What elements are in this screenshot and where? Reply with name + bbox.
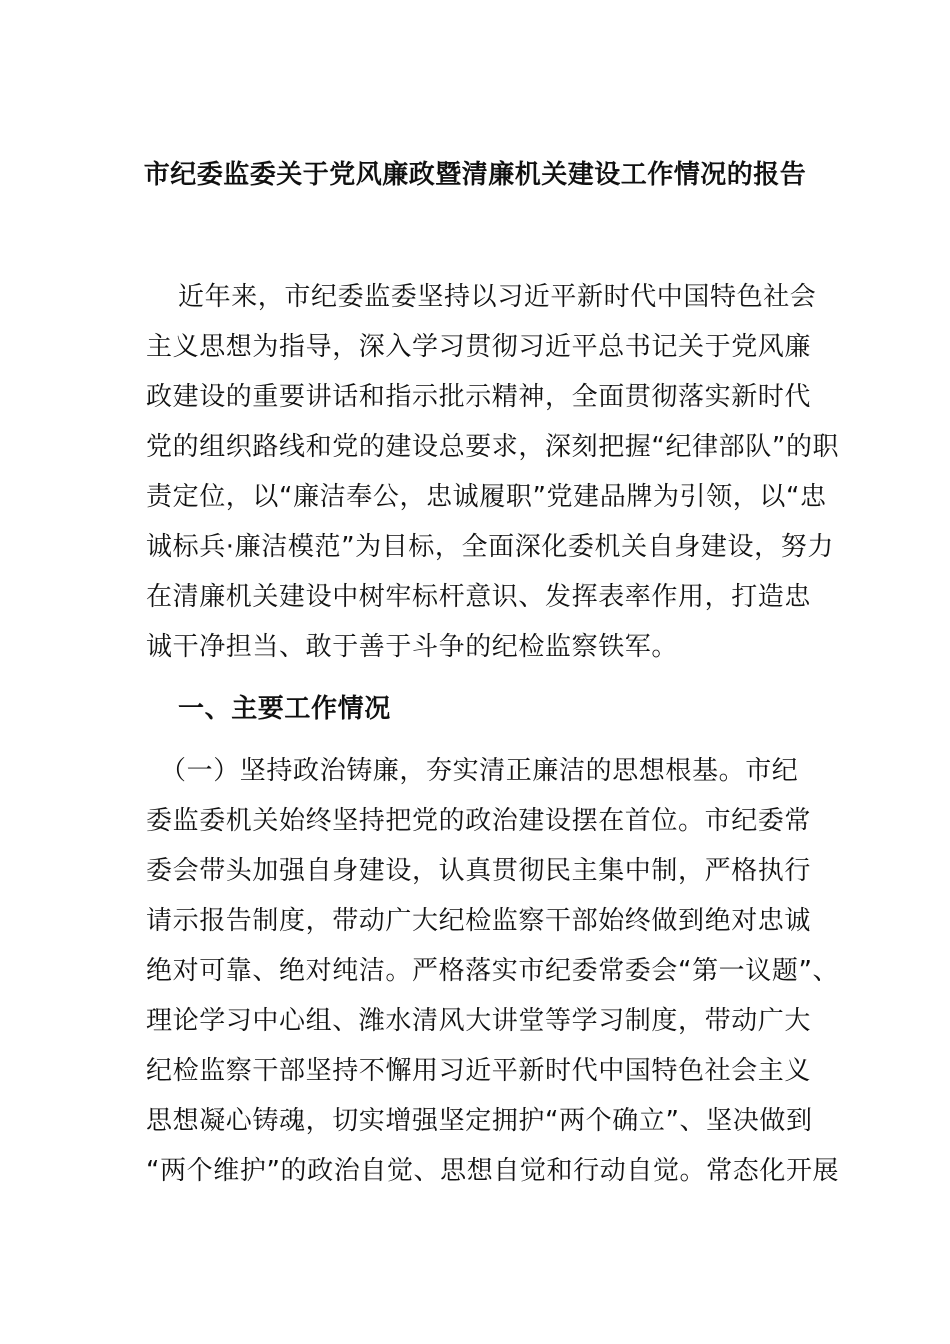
text-line: 委会带头加强自身建设，认真贯彻民主集中制，严格执行 [146, 856, 812, 886]
section-heading: 一、主要工作情况 [178, 694, 391, 724]
text-line: 近年来，市纪委监委坚持以习近平新时代中国特色社会 [178, 282, 817, 312]
text-line: 政建设的重要讲话和指示批示精神，全面贯彻落实新时代 [146, 382, 812, 412]
text-line: 诚标兵·廉洁模范”为目标，全面深化委机关自身建设，努力 [146, 532, 834, 562]
text-line: 纪检监察干部坚持不懈用习近平新时代中国特色社会主义 [146, 1056, 812, 1086]
text-line: 绝对可靠、绝对纯洁。严格落实市纪委常委会“第一议题”、 [146, 956, 840, 986]
text-line: 主义思想为指导，深入学习贯彻习近平总书记关于党风廉 [146, 332, 812, 362]
text-line: 在清廉机关建设中树牢标杆意识、发挥表率作用，打造忠 [146, 582, 812, 612]
text-line: （一）坚持政治铸廉，夯实清正廉洁的思想根基。市纪 [160, 756, 799, 786]
text-line: 思想凝心铸魂，切实增强坚定拥护“两个确立”、坚决做到 [146, 1106, 813, 1136]
text-line: 请示报告制度，带动广大纪检监察干部始终做到绝对忠诚 [146, 906, 812, 936]
text-line: 理论学习中心组、潍水清风大讲堂等学习制度，带动广大 [146, 1006, 812, 1036]
paragraph-intro [146, 272, 840, 672]
text-line: 诚干净担当、敢于善于斗争的纪检监察铁军。 [146, 632, 679, 662]
text-line: 责定位，以“廉洁奉公，忠诚履职”党建品牌为引领，以“忠 [146, 482, 827, 512]
text-line: 委监委机关始终坚持把党的政治建设摆在首位。市纪委常 [146, 806, 812, 836]
paragraph-section-1-1 [146, 746, 840, 1196]
text-line: 党的组织路线和党的建设总要求，深刻把握“纪律部队”的职 [146, 432, 840, 462]
document-title: 市纪委监委关于党风廉政暨清廉机关建设工作情况的报告 [143, 160, 807, 190]
text-line: “两个维护”的政治自觉、思想自觉和行动自觉。常态化开展 [146, 1156, 840, 1186]
